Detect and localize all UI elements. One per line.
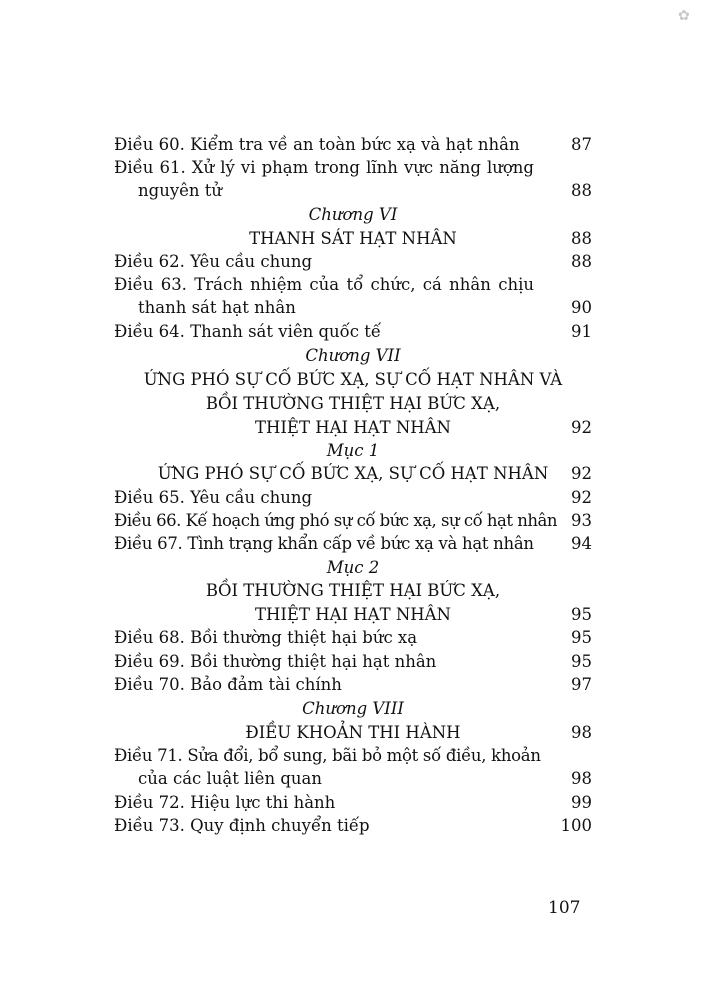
toc-entry-title: Điều 67. Tình trạng khẩn cấp về bức xạ và hạt nhân bbox=[114, 534, 534, 553]
toc-entry-page: 92 bbox=[571, 464, 592, 483]
toc-entry-title: Điều 63. Trách nhiệm của tổ chức, cá nhân chịu bbox=[114, 275, 534, 294]
toc-entry-page: 100 bbox=[560, 816, 592, 835]
toc-entry-page: 99 bbox=[571, 793, 592, 812]
toc-entry-page: 94 bbox=[571, 534, 592, 553]
chapter-label: Chương VII bbox=[305, 346, 401, 365]
toc-entry-title: Điều 70. Bảo đảm tài chính bbox=[114, 675, 342, 694]
toc-entry-title: Điều 73. Quy định chuyển tiếp bbox=[114, 816, 370, 835]
toc-entry-page: 90 bbox=[571, 298, 592, 317]
section-label: Mục 2 bbox=[326, 558, 380, 577]
toc-entry-title: Điều 72. Hiệu lực thi hành bbox=[114, 793, 336, 812]
toc-entry-title: THIỆT HẠI HẠT NHÂN bbox=[254, 605, 451, 624]
toc-entry-page: 92 bbox=[571, 418, 592, 437]
toc-entry-page: 98 bbox=[571, 769, 592, 788]
toc-entry-title: Điều 64. Thanh sát viên quốc tế bbox=[114, 322, 382, 341]
toc-entry-page: 91 bbox=[571, 322, 592, 341]
toc-entry-page: 98 bbox=[571, 723, 592, 742]
toc-entry-title: ỨNG PHÓ SỰ CỐ BỨC XẠ, SỰ CỐ HẠT NHÂN bbox=[157, 464, 549, 483]
toc-entry-page: 95 bbox=[571, 605, 592, 624]
chapter-label: Chương VIII bbox=[302, 699, 404, 718]
toc-entry-title: nguyên tử bbox=[138, 181, 223, 200]
toc-entry-page: 93 bbox=[571, 511, 592, 530]
toc-entry-page: 88 bbox=[571, 252, 592, 271]
toc-entry-title: BỒI THƯỜNG THIỆT HẠI BỨC XẠ, bbox=[205, 394, 501, 413]
toc-entry-page: 87 bbox=[571, 135, 592, 154]
toc-entry-title: Điều 62. Yêu cầu chung bbox=[114, 252, 313, 271]
toc-entry-title: thanh sát hạt nhân bbox=[138, 298, 296, 317]
toc-entry-title: THIỆT HẠI HẠT NHÂN bbox=[254, 418, 451, 437]
toc-entry-title: của các luật liên quan bbox=[138, 769, 322, 788]
toc-entry-title: Điều 60. Kiểm tra về an toàn bức xạ và hạt nhân bbox=[114, 135, 520, 154]
section-label: Mục 1 bbox=[326, 441, 380, 460]
toc-entry-page: 95 bbox=[571, 628, 592, 647]
corner-logo-icon: ✿ bbox=[678, 8, 690, 24]
toc-entry-title: Điều 71. Sửa đổi, bổ sung, bãi bỏ một số điều, khoản bbox=[114, 746, 541, 765]
toc-entry-title: ỨNG PHÓ SỰ CỐ BỨC XẠ, SỰ CỐ HẠT NHÂN VÀ bbox=[143, 370, 563, 389]
toc-entry-title: Điều 66. Kế hoạch ứng phó sự cố bức xạ, sự cố hạt nhân bbox=[114, 511, 557, 530]
toc-entry-title: Điều 69. Bồi thường thiệt hại hạt nhân bbox=[114, 652, 437, 671]
toc-entry-page: 92 bbox=[571, 488, 592, 507]
toc-entry-page: 88 bbox=[571, 181, 592, 200]
toc-entry-title: Điều 65. Yêu cầu chung bbox=[114, 488, 313, 507]
toc-entry-title: Điều 68. Bồi thường thiệt hại bức xạ bbox=[114, 628, 418, 647]
toc-entry-page: 88 bbox=[571, 229, 592, 248]
toc-entry-title: THANH SÁT HẠT NHÂN bbox=[249, 229, 457, 248]
chapter-label: Chương VI bbox=[308, 205, 398, 224]
toc-entry-title: BỒI THƯỜNG THIỆT HẠI BỨC XẠ, bbox=[205, 581, 501, 600]
toc-entry-title: Điều 61. Xử lý vi phạm trong lĩnh vực năng lượng bbox=[114, 158, 534, 177]
toc-entry-page: 97 bbox=[571, 675, 592, 694]
page-number: 107 bbox=[548, 898, 581, 918]
toc-entry-page: 95 bbox=[571, 652, 592, 671]
toc-entry-title: ĐIỀU KHOẢN THI HÀNH bbox=[245, 723, 461, 742]
